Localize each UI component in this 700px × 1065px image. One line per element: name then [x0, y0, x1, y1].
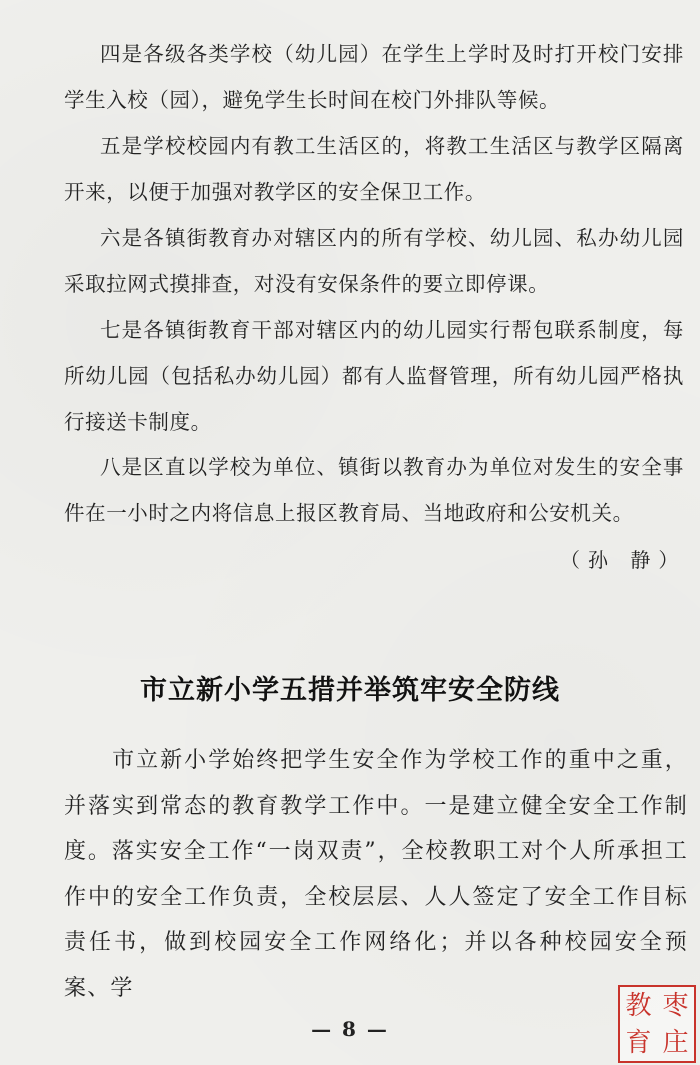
red-seal-stamp	[618, 985, 696, 1063]
paragraph-item-7: 七是各镇街教育干部对辖区内的幼儿园实行帮包联系制度，每所幼儿园（包括私办幼儿园）都有人监督管理，所有幼儿园严格执行接送卡制度。	[64, 317, 684, 434]
stamp-char-4: 庄	[662, 1027, 689, 1058]
stamp-char-1: 教	[625, 990, 652, 1021]
paragraph-item-8: 八是区直以学校为单位、镇街以教育办为单位对发生的安全事件在一小时之内将信息上报区教育局、当地政府和公安机关。	[64, 454, 684, 525]
stamp-char-3: 育	[625, 1027, 652, 1058]
paragraph-item-4: 四是各级各类学校（幼儿园）在学生上学时及时打开校门安排学生入校（园），避免学生长时间在校门外排队等候。	[64, 41, 684, 112]
paragraph-item-5: 五是学校校园内有教工生活区的，将教工生活区与教学区隔离开来，以便于加强对教学区的安全保卫工作。	[64, 133, 684, 204]
article-title: 市立新小学五措并举筑牢安全防线	[140, 675, 560, 707]
article-body: 市立新小学始终把学生安全作为学校工作的重中之重，并落实到常态的教育教学工作中。一是建立健全安全工作制度。落实安全工作“一岗双责”，全校教职工对个人所承担工作中的安全工作负责，全校层层、人人签定了安全工作目标责任书，做到校园安全工作网络化；并以各种校园安全预案、学	[64, 748, 688, 1001]
author-signature: （孙 静）	[560, 548, 687, 572]
page-number: — 8 —	[311, 1017, 389, 1041]
paragraph-item-6: 六是各镇街教育办对辖区内的所有学校、幼儿园、私办幼儿园采取拉网式摸排查，对没有安保条件的要立即停课。	[64, 225, 684, 296]
stamp-char-2: 枣	[662, 990, 689, 1021]
